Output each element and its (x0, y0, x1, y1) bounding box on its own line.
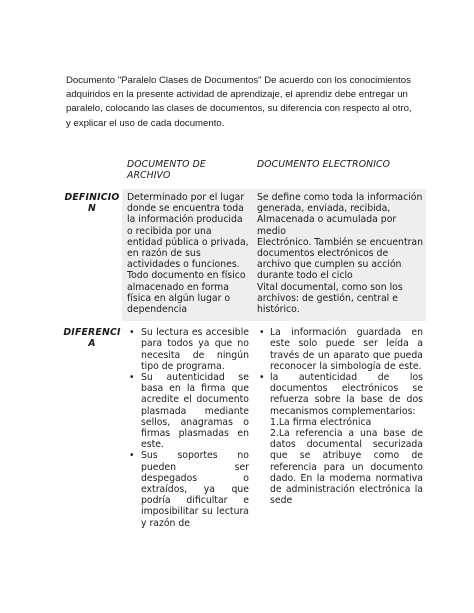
comparison-table (58, 156, 426, 529)
diferencia-electronico-list (257, 327, 423, 417)
definicion-electronico-cell (252, 189, 426, 321)
intro-paragraph: Documento "Paralelo Clases de Documentos" De acuerdo con los conocimientos adquiridos en la presente actividad de aprendizaje, el aprendiz debe entregar un paralelo, colocando las clases de documentos, su diferencia con respecto al otro, y explicar el uso de cada documento. (66, 75, 412, 129)
header-documento-archivo (122, 156, 252, 189)
table-row-definicion (58, 189, 426, 321)
sub-item: 1.La firma electrónica (270, 416, 372, 428)
row-label-cell (58, 189, 122, 321)
header-empty-cell (58, 156, 122, 189)
diferencia-electronico-cell (252, 321, 426, 529)
row-label-definicion: DEFINICION (64, 192, 120, 215)
header-col2-label: DOCUMENTO ELECTRONICO (257, 159, 391, 170)
sub-item: 2.La referencia a una base de datos documental securizada que se atribuye como de referencia para un documento dado. En la moderna normativa de administración electrónica la sede (270, 428, 423, 507)
list-item: • La información guardada en este solo puede ser leída a través de un aparato que pueda reconocer la simbología de este. (257, 327, 423, 372)
definicion-electronico-line: Vital documental, como son los archivos: de gestión, central e histórico. (257, 281, 403, 316)
row-label-cell (58, 321, 122, 529)
list-item: • Su lectura es accesible para todos ya que no necesita de ningún tipo de programa. (127, 327, 249, 372)
definicion-electronico-line: Se define como toda la información generada, enviada, recibida, Almacenada o acumulada por medio (257, 192, 423, 237)
row-label-diferencia: DIFERENCIA (63, 327, 121, 350)
definicion-archivo-cell (122, 189, 252, 321)
table-header-row (58, 156, 426, 189)
diferencia-archivo-cell (122, 321, 252, 529)
table-row-diferencia (58, 321, 426, 529)
definicion-electronico-line: Electrónico. También se encuentran documentos electrónicos de archivo que cumplen su acción durante todo el ciclo (257, 236, 424, 282)
diferencia-archivo-list (127, 327, 249, 529)
header-col1-label: DOCUMENTO DE ARCHIVO (127, 159, 206, 182)
list-item: • Su autenticidad se basa en la firma que acredite el documento plasmada mediante sellos, anagramas o firmas plasmadas en este. (127, 372, 249, 450)
list-item: • Sus soportes no pueden ser despegados o extraídos, ya que podría dificultar e imposibilitar su lectura y razón de (127, 450, 249, 528)
header-documento-electronico (252, 156, 426, 189)
list-item: • la autenticidad de los documentos electrónicos se refuerza sobre la base de dos mecanismos complementarios: (257, 372, 423, 417)
definicion-archivo-text: Determinado por el lugar donde se encuentra toda la información producida o recibida por una entidad pública o privada, en razón de sus actividades o funciones. Todo documento en físico almacenado en forma física en algún lugar o dependencia (127, 192, 249, 316)
